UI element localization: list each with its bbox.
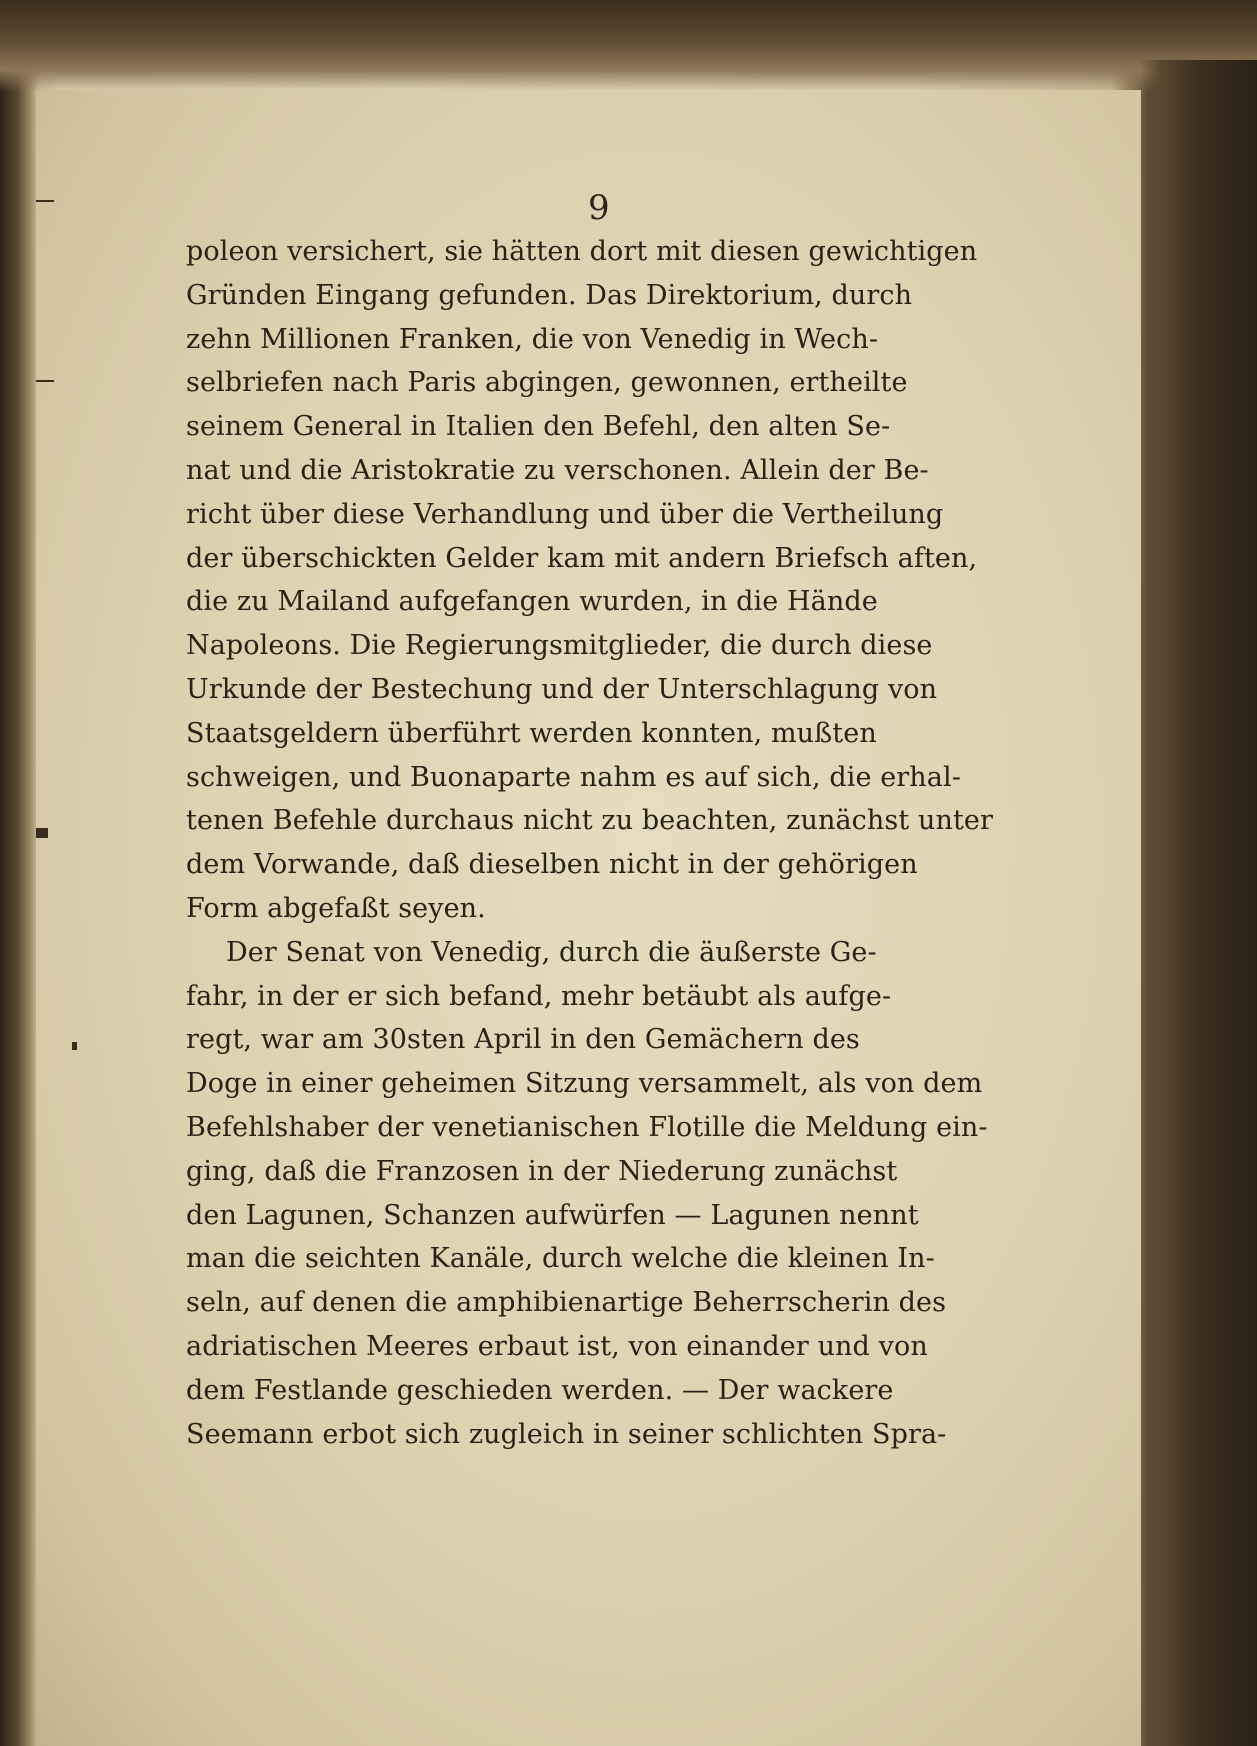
- body-text: [186, 230, 1016, 1456]
- text-line: Staatsgeldern überführt werden konnten, mußten: [186, 717, 877, 749]
- book-binding-edge: [0, 0, 38, 1746]
- text-line: dem Festlande geschieden werden. — Der wackere: [186, 1374, 894, 1406]
- text-line: Gründen Eingang gefunden. Das Direktorium, durch: [186, 279, 913, 311]
- text-line: adriatischen Meeres erbaut ist, von einander und von: [186, 1330, 928, 1362]
- margin-mark: [36, 828, 48, 838]
- ink-spot: [72, 1042, 77, 1050]
- page-number: 9: [588, 188, 610, 228]
- text-line: poleon versichert, sie hätten dort mit diesen gewichtigen: [186, 236, 978, 267]
- paragraph-start-line: Der Senat von Venedig, durch die äußerste Ge-: [226, 936, 877, 968]
- text-line: zehn Millionen Franken, die von Venedig in Wech-: [186, 323, 879, 355]
- text-line: fahr, in der er sich befand, mehr betäubt als aufge-: [186, 980, 892, 1012]
- text-line: die zu Mailand aufgefangen wurden, in die Hände: [186, 586, 878, 618]
- text-line: richt über diese Verhandlung und über die Vertheilung: [186, 498, 944, 530]
- text-line: seln, auf denen die amphibienartige Beherrscherin des: [186, 1287, 947, 1319]
- text-line: regt, war am 30sten April in den Gemächern des: [186, 1024, 860, 1056]
- text-line: der überschickten Gelder kam mit andern Briefsch aften,: [186, 542, 978, 574]
- text-line: ging, daß die Franzosen in der Niederung zunächst: [186, 1155, 898, 1187]
- text-line: Napoleons. Die Regierungsmitglieder, die durch diese: [186, 630, 933, 662]
- text-line: tenen Befehle durchaus nicht zu beachten, zunächst unter: [186, 805, 993, 837]
- text-line: man die seichten Kanäle, durch welche die kleinen In-: [186, 1243, 935, 1275]
- text-line: Form abgefaßt seyen.: [186, 892, 486, 924]
- text-line: Befehlshaber der venetianischen Flotille die Meldung ein-: [186, 1111, 988, 1143]
- margin-mark: [36, 200, 54, 202]
- text-line: selbriefen nach Paris abgingen, gewonnen, ertheilte: [186, 367, 908, 399]
- text-line: Doge in einer geheimen Sitzung versammelt, als von dem: [186, 1068, 983, 1100]
- text-line: nat und die Aristokratie zu verschonen. Allein der Be-: [186, 454, 929, 486]
- text-line: den Lagunen, Schanzen aufwürfen — Lagunen nennt: [186, 1199, 919, 1231]
- text-line: dem Vorwande, daß dieselben nicht in der gehörigen: [186, 849, 918, 881]
- text-line: Urkunde der Bestechung und der Unterschlagung von: [186, 673, 938, 705]
- text-line: Seemann erbot sich zugleich in seiner schlichten Spra-: [186, 1418, 947, 1450]
- book-cover-top-edge: [0, 0, 1257, 92]
- book-cover-right-edge: [1140, 60, 1257, 1746]
- text-line: schweigen, und Buonaparte nahm es auf sich, die erhal-: [186, 761, 961, 793]
- margin-mark: [36, 380, 54, 382]
- text-line: seinem General in Italien den Befehl, den alten Se-: [186, 411, 891, 443]
